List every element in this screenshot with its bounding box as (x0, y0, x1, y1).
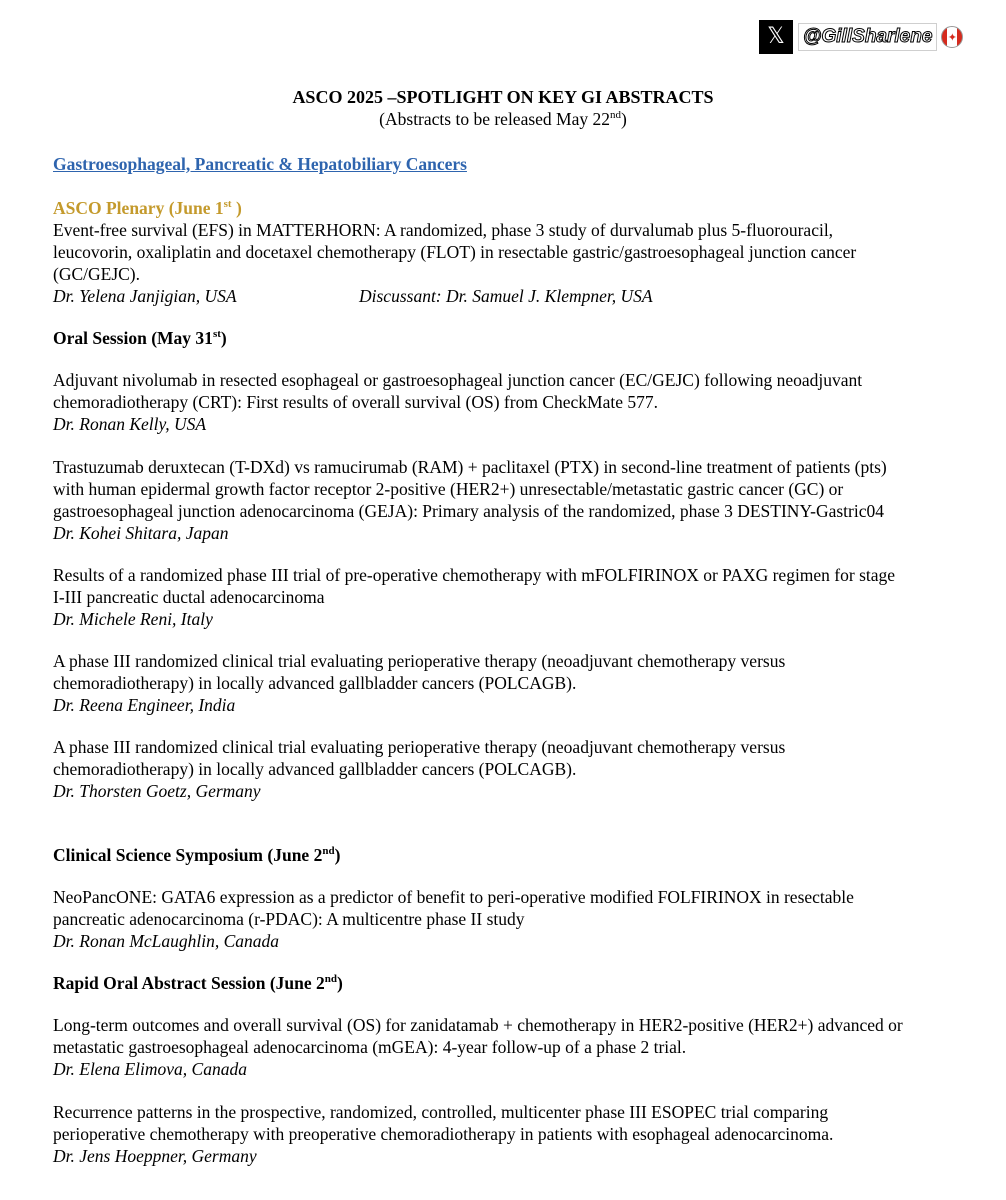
abstract-item (53, 456, 983, 544)
abstract-line: Adjuvant nivolumab in resected esophageal or gastroesophageal junction cancer (EC/GEJC) following neoadjuvant (53, 370, 863, 390)
document-subtitle: (Abstracts to be released May 22nd) (379, 109, 627, 129)
abstract-author: Dr. Elena Elimova, Canada (53, 1059, 247, 1079)
abstract-author: Dr. Jens Hoeppner, Germany (53, 1146, 257, 1166)
abstract-author: Dr. Kohei Shitara, Japan (53, 523, 229, 543)
abstract-line: A phase III randomized clinical trial evaluating perioperative therapy (neoadjuvant chemotherapy versus (53, 737, 786, 757)
abstract-line: Long-term outcomes and overall survival (OS) for zanidatamab + chemotherapy in HER2-positive (HER2+) advanced or (53, 1015, 903, 1035)
x-logo-icon: 𝕏 (759, 20, 793, 54)
rapid-session-heading: Rapid Oral Abstract Session (June 2nd) (53, 973, 343, 993)
abstract-item (53, 650, 983, 716)
abstract-line: chemoradiotherapy) in locally advanced gallbladder cancers (POLCAGB). (53, 673, 577, 693)
plenary-discussant: Discussant: Dr. Samuel J. Klempner, USA (359, 286, 653, 306)
abstract-author: Dr. Thorsten Goetz, Germany (53, 781, 261, 801)
abstract-line: Trastuzumab deruxtecan (T-DXd) vs ramucirumab (RAM) + paclitaxel (PTX) in second-line treatment of patients (pts) (53, 457, 887, 477)
abstract-item (53, 886, 983, 952)
plenary-author: Dr. Yelena Janjigian, USA (53, 286, 237, 306)
document-title: ASCO 2025 –SPOTLIGHT ON KEY GI ABSTRACTS (292, 87, 714, 107)
abstract-line: Recurrence patterns in the prospective, randomized, controlled, multicenter phase III ESOPEC trial comparing (53, 1102, 829, 1122)
abstract-line: pancreatic adenocarcinoma (r-PDAC): A multicentre phase II study (53, 909, 525, 929)
abstract-author: Dr. Ronan McLaughlin, Canada (53, 931, 280, 951)
abstract-item (53, 564, 983, 630)
symposium-heading: Clinical Science Symposium (June 2nd) (53, 845, 341, 865)
plenary-heading: ASCO Plenary (June 1st ) (53, 198, 242, 218)
canada-flag-icon: ✦ (941, 26, 963, 48)
abstract-author: Dr. Reena Engineer, India (53, 695, 236, 715)
abstract-line: perioperative chemotherapy with preoperative chemoradiotherapy in patients with esophageal adenocarcinoma. (53, 1124, 834, 1144)
section-title-link[interactable]: Gastroesophageal, Pancreatic & Hepatobiliary Cancers (53, 154, 467, 174)
abstract-item (53, 1014, 983, 1080)
plenary-abstract-line: (GC/GEJC). (53, 264, 141, 284)
abstract-line: I-III pancreatic ductal adenocarcinoma (53, 587, 325, 607)
plenary-abstract-line: leucovorin, oxaliplatin and docetaxel chemotherapy (FLOT) in resectable gastric/gastroesophageal junction cancer (53, 242, 857, 262)
plenary-abstract-line: Event-free survival (EFS) in MATTERHORN: A randomized, phase 3 study of durvalumab plus 5-fluorouracil, (53, 220, 834, 240)
abstract-line: NeoPancONE: GATA6 expression as a predictor of benefit to peri-operative modified FOLFIRINOX in resectable (53, 887, 854, 907)
oral-session-heading: Oral Session (May 31st) (53, 328, 227, 348)
plenary-block (53, 197, 983, 307)
abstract-item (53, 369, 983, 435)
abstract-line: chemoradiotherapy (CRT): First results of overall survival (OS) from CheckMate 577. (53, 392, 658, 412)
abstract-line: A phase III randomized clinical trial evaluating perioperative therapy (neoadjuvant chemotherapy versus (53, 651, 786, 671)
abstract-line: metastatic gastroesophageal adenocarcinoma (mGEA): 4-year follow-up of a phase 2 trial. (53, 1037, 687, 1057)
abstract-author: Dr. Michele Reni, Italy (53, 609, 213, 629)
abstract-item (53, 1101, 983, 1167)
abstract-author: Dr. Ronan Kelly, USA (53, 414, 207, 434)
social-badge[interactable] (759, 20, 963, 54)
abstract-line: gastroesophageal junction adenocarcinoma (GEJA): Primary analysis of the randomized, phase 3 DESTINY-Gastric04 (53, 501, 885, 521)
abstract-item (53, 736, 983, 802)
abstract-line: Results of a randomized phase III trial of pre-operative chemotherapy with mFOLFIRINOX or PAXG regimen for stage (53, 565, 896, 585)
abstract-line: chemoradiotherapy) in locally advanced gallbladder cancers (POLCAGB). (53, 759, 577, 779)
abstract-line: with human epidermal growth factor receptor 2-positive (HER2+) unresectable/metastatic gastric cancer (GC) or (53, 479, 844, 499)
twitter-handle[interactable]: @GillSharlene (798, 23, 937, 51)
